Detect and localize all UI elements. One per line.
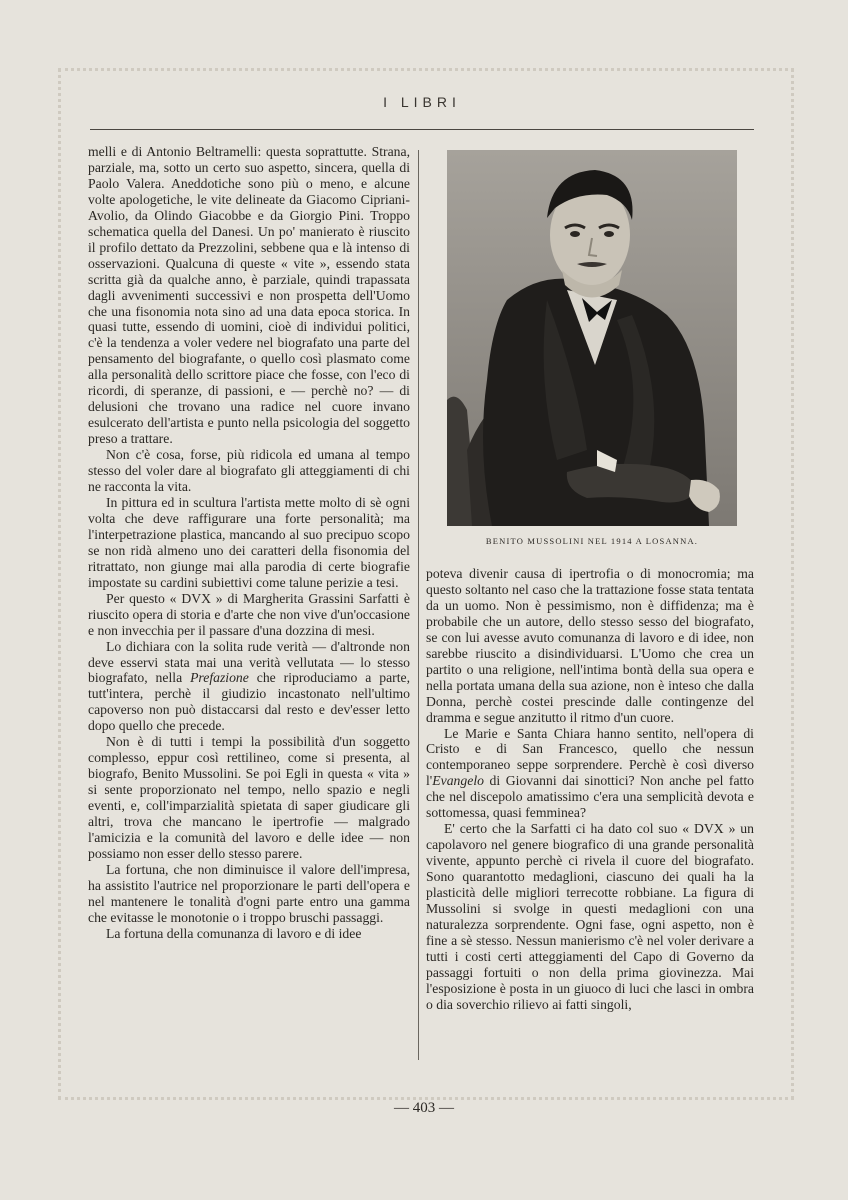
left-column <box>88 144 410 942</box>
paragraph-text: di Giovanni dai sinottici? Non anche pel fatto che nel discepolo amatissimo c'era una semplicità devota e sottomessa, quasi femminea? <box>426 773 754 821</box>
paragraph: Non è di tutti i tempi la possibilità d'un soggetto complesso, eppur così rettilineo, come si presenta, al biografo, Benito Mussolini. Se poi Egli in questa « vita » si sente proporzionato nel tempo, nello spazio e negli eventi, e, coll'imparzialità spietata di saper giudicare gli altri, trova che mancano le ipertrofie — malgrado l'amicizia e la comunità del lavoro e delle idee — non possiamo non esser dello stesso parere. <box>88 734 410 861</box>
paragraph: La fortuna, che non diminuisce il valore dell'impresa, ha assistito l'autrice nel proporzionare le parti dell'opera e nel mantenere le tonalità d'ogni parte entro una gamma che evitasse le monotonie o i troppo bruschi passaggi. <box>88 861 410 925</box>
portrait-photo <box>447 150 737 526</box>
paragraph: Non c'è cosa, forse, più ridicola ed umana al tempo stesso del voler dare al biografato gli atteggiamenti di chi ne racconta la vita. <box>88 447 410 495</box>
right-column <box>426 566 754 1013</box>
photo-caption: BENITO MUSSOLINI NEL 1914 A LOSANNA. <box>485 536 699 546</box>
paragraph: melli e di Antonio Beltramelli: questa soprattutte. Strana, parziale, ma, sotto un certo suo aspetto, sincera, quella di Paolo Valera. Aneddotiche sono più o meno, e alcune volte apologetiche, le vite delineate da Giacomo Cipriani-Avolio, da Olindo Giacobbe e da Giorgio Pini. Troppo schematica quella del Danesi. Un po' manierato è riuscito il profilo dettato da Prezzolini, sebbene qua e là intenso di osservazioni. Qualcuna di queste « vite », essendo stata scritta già da qualche anno, è parziale, quindi trapassata dagli avvenimenti successivi e non prospetta dell'Uomo che una fisonomia nota sino ad una data epoca storica. In quasi tutte, essendo di uomini, cioè di individui politici, c'è la tendenza a voler vedere nel biografato una parte del pensamento del biografante, o quello così plasmato come alla personalità dello scrittore piace che fosse, con l'eco di ricordi, di speranze, di passioni, e — perchè no? — di delusioni che trovano una radice nel cuore invano esulcerato dell'artista e punto nella psicologia del soggetto preso a trattare. <box>88 144 410 447</box>
italic-word: Prefazione <box>190 670 249 686</box>
column-separator <box>418 150 419 1060</box>
paragraph: E' certo che la Sarfatti ci ha dato col suo « DVX » un capolavoro nel genere biografico di una grande personalità vivente, appunto perchè ci rivela il cuore del biografato. Sono quarantotto medaglioni, ciascuno dei quali ha la plasticità delle migliori terrecotte robbiane. La figura di Mussolini si svolge in questi medaglioni con una naturalezza sorprendente. Ogni fase, ogni aspetto, non è fine a sè stesso. Nessun manierismo c'è nel voler derivare a tutti i costi certi atteggiamenti del Capo di Governo da passaggi fortuiti o non della prima giovinezza. Mai l'esposizione è posta in un giuoco di luci che lasci in ombra o dia soverchio rilievo ai fatti singoli, <box>426 821 754 1012</box>
portrait-image <box>447 150 737 526</box>
paragraph-with-italic <box>88 639 410 735</box>
paragraph-with-italic <box>426 726 754 822</box>
paragraph: La fortuna della comunanza di lavoro e di idee <box>106 925 362 941</box>
paragraph: poteva divenir causa di ipertrofia o di monocromia; ma questo soltanto nel caso che la trattazione fosse stata tentata da un uomo. Non è pessimismo, non è diffidenza; ma è probabile che un autore, dello stesso sesso del biografato, se con lui avesse avuto comunanza di lavoro e di idee, non sarebbe riuscito a disindividuarsi. L'Uomo che crea un partito o una religione, nell'intima bontà della sua opera e nella portata umana della sua azione, non è inteso che dalla Donna, perchè costei prescinde dalle contingenze del dramma e segue anzitutto il ritmo d'un cuore. <box>426 566 754 725</box>
italic-word: Evangelo <box>432 773 484 789</box>
paragraph-text: Le Marie e Santa Chiara hanno sentito, nell'opera di Cristo e di San Francesco, quello che nessun contemporaneo seppe sorprendere. Perchè è così diverso l' <box>426 725 754 789</box>
paragraph-text: che riproduciamo a parte, tutt'intera, perchè il giudizio incastonato nell'ultimo capoverso non può distaccarsi dal resto e dev'esser letto dopo quello che precede. <box>88 670 410 734</box>
paragraph: Per questo « DVX » di Margherita Grassini Sarfatti è riuscito opera di storia e d'arte che non vive d'un'occasione e non invecchia per il passare d'una dozzina di mesi. <box>88 590 410 638</box>
paragraph-text: Lo dichiara con la solita rude verità — d'altronde non deve esservi stata mai una verità vellutata — lo stesso biografato, nella <box>88 638 410 686</box>
paragraph: In pittura ed in scultura l'artista mette molto di sè ogni volta che deve raffigurare una forte personalità; ma l'interpetrazione plastica, mancando al suo precipuo scopo se non ridà almeno uno dei caratteri della fisonomia del ritrattato, non giunge mai alla parodia di certe biografie impostate su cardini subiettivi come talune perizie a tesi. <box>88 494 410 590</box>
running-header: I LIBRI <box>383 94 461 110</box>
page-number: — 403 — <box>394 1100 454 1116</box>
header-rule <box>90 129 754 130</box>
